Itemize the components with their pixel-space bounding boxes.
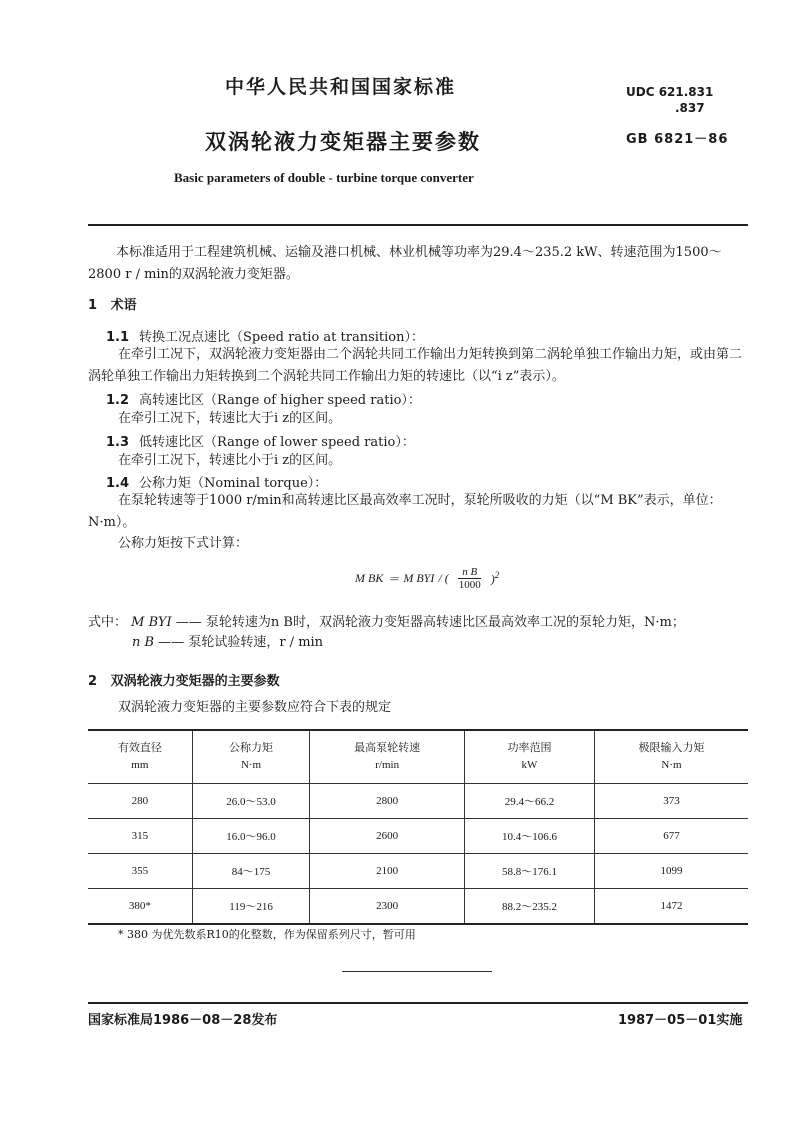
term-title: 低转速比区（Range of lower speed ratio）： xyxy=(139,435,415,450)
legend-line xyxy=(88,613,685,633)
term-1-2-heading xyxy=(106,389,421,408)
table-row xyxy=(88,784,748,819)
table-cell: 88.2～235.2 xyxy=(464,889,594,925)
formula-power: 2 xyxy=(494,570,500,580)
nominal-torque-formula xyxy=(355,566,499,591)
column-name: 最高泵轮转速 xyxy=(354,742,421,754)
term-title: 转换工况点速比（Speed ratio at transition）： xyxy=(139,330,424,345)
formula-fraction xyxy=(455,566,485,591)
table-cell: 355 xyxy=(88,854,192,889)
column-header xyxy=(310,730,465,784)
table-intro: 双涡轮液力变矩器的主要参数应符合下表的规定 xyxy=(118,700,392,715)
table-cell: 84～175 xyxy=(192,854,310,889)
term-number: 1.4 xyxy=(106,476,130,491)
legend-line xyxy=(88,633,685,653)
section-number: 1 xyxy=(88,298,98,313)
section-1-heading xyxy=(88,294,137,313)
term-1-4-definition: 在泵轮转速等于1000 r/min和高转速比区最高效率工况时，泵轮所吸收的力矩（以“M BK”表示，单位：N·m）。 xyxy=(88,493,722,530)
udc-line-2: .837 xyxy=(675,101,705,115)
formula-denominator: 1000 xyxy=(458,579,481,591)
udc-code xyxy=(626,84,713,116)
formula-lhs: M BK xyxy=(355,571,384,585)
table-footnote: * 380 为优先数系R10的化整数，作为保留系列尺寸，暂可用 xyxy=(118,928,416,941)
table-cell: 677 xyxy=(594,819,748,854)
column-name: 公称力矩 xyxy=(229,742,274,754)
table-row xyxy=(88,819,748,854)
column-name: 有效直径 xyxy=(117,742,162,754)
term-title: 高转速比区（Range of higher speed ratio）： xyxy=(139,393,421,408)
column-unit: kW xyxy=(521,759,538,771)
table-cell: 1472 xyxy=(594,889,748,925)
table-row xyxy=(88,889,748,925)
column-name: 功率范围 xyxy=(507,742,552,754)
end-rule xyxy=(342,971,492,972)
table-cell: 1099 xyxy=(594,854,748,889)
table-cell: 315 xyxy=(88,819,192,854)
column-unit: N·m xyxy=(240,759,262,771)
section-2-heading xyxy=(88,670,280,689)
column-header xyxy=(88,730,192,784)
formula-intro: 公称力矩按下式计算： xyxy=(118,536,249,551)
column-header xyxy=(594,730,748,784)
formula-divide: / ( xyxy=(438,571,449,585)
term-1-3-heading xyxy=(106,431,415,450)
document-title: 双涡轮液力变矩器主要参数 xyxy=(205,130,481,154)
section-title: 双涡轮液力变矩器的主要参数 xyxy=(110,674,280,689)
scope-paragraph: 本标准适用于工程建筑机械、运输及港口机械、林业机械等功率为29.4～235.2 kW、转速范围为1500～2800 r / min的双涡轮液力变矩器。 xyxy=(88,245,722,282)
legend-text: —— 泵轮转速为n B时，双涡轮液力变矩器高转速比区最高效率工况的泵轮力矩，N·m； xyxy=(175,615,685,630)
formula-rhs: M BYI xyxy=(403,571,435,585)
formula-legend xyxy=(88,613,685,653)
term-number: 1.2 xyxy=(106,393,130,408)
udc-line-1: UDC 621.831 xyxy=(626,85,714,99)
table-cell: 380* xyxy=(88,889,192,925)
formula-close: )$^2$ xyxy=(490,570,500,586)
table-cell: 16.0～96.0 xyxy=(192,819,310,854)
column-unit: mm xyxy=(131,759,149,771)
table-cell: 373 xyxy=(594,784,748,819)
legend-symbol: n B xyxy=(132,635,155,650)
header-rule xyxy=(88,224,748,226)
parameters-table xyxy=(88,729,748,925)
table-cell: 10.4～106.6 xyxy=(464,819,594,854)
section-title: 术语 xyxy=(110,298,137,313)
term-number: 1.1 xyxy=(106,330,130,345)
term-1-4-heading xyxy=(106,472,327,491)
table-cell: 2300 xyxy=(310,889,465,925)
term-title: 公称力矩（Nominal torque）： xyxy=(139,476,328,491)
column-header xyxy=(192,730,310,784)
term-1-1-definition: 在牵引工况下，双涡轮液力变矩器由二个涡轮共同工作输出力矩转换到第二涡轮单独工作输出力矩，或由第二涡轮单独工作输出力矩转换到二个涡轮共同工作输出力矩的转速比（以“i z”表示）。 xyxy=(88,347,743,384)
table-cell: 29.4～66.2 xyxy=(464,784,594,819)
english-title: Basic parameters of double - turbine torque converter xyxy=(174,170,474,185)
legend-symbol: M BYI xyxy=(131,615,172,630)
formula-numerator: n B xyxy=(458,566,481,579)
table-cell: 2100 xyxy=(310,854,465,889)
footer-rule xyxy=(88,1002,748,1004)
legend-text: —— 泵轮试验转速，r / min xyxy=(158,635,324,650)
formula-equals: ＝ xyxy=(387,572,400,586)
term-1-2-definition: 在牵引工况下，转速比大于i z的区间。 xyxy=(118,411,342,426)
column-name: 极限输入力矩 xyxy=(638,742,705,754)
table-cell: 58.8～176.1 xyxy=(464,854,594,889)
standard-type-heading: 中华人民共和国国家标准 xyxy=(225,76,457,98)
table-cell: 2800 xyxy=(310,784,465,819)
effective-date: 1987－05－01实施 xyxy=(618,1013,743,1028)
term-1-1-heading xyxy=(106,326,424,345)
table-row xyxy=(88,854,748,889)
table-cell: 280 xyxy=(88,784,192,819)
column-unit: N·m xyxy=(661,759,682,771)
table-header-row xyxy=(88,730,748,784)
column-unit: r/min xyxy=(375,759,400,771)
table-cell: 26.0～53.0 xyxy=(192,784,310,819)
standard-number: GB 6821－86 xyxy=(626,132,729,147)
issue-date: 国家标准局1986－08－28发布 xyxy=(88,1013,278,1028)
term-number: 1.3 xyxy=(106,435,130,450)
term-1-3-definition: 在牵引工况下，转速比小于i z的区间。 xyxy=(118,453,342,468)
section-number: 2 xyxy=(88,674,98,689)
legend-label: 式中： xyxy=(88,615,128,630)
column-header xyxy=(464,730,594,784)
table-cell: 2600 xyxy=(310,819,465,854)
table-cell: 119～216 xyxy=(192,889,310,925)
